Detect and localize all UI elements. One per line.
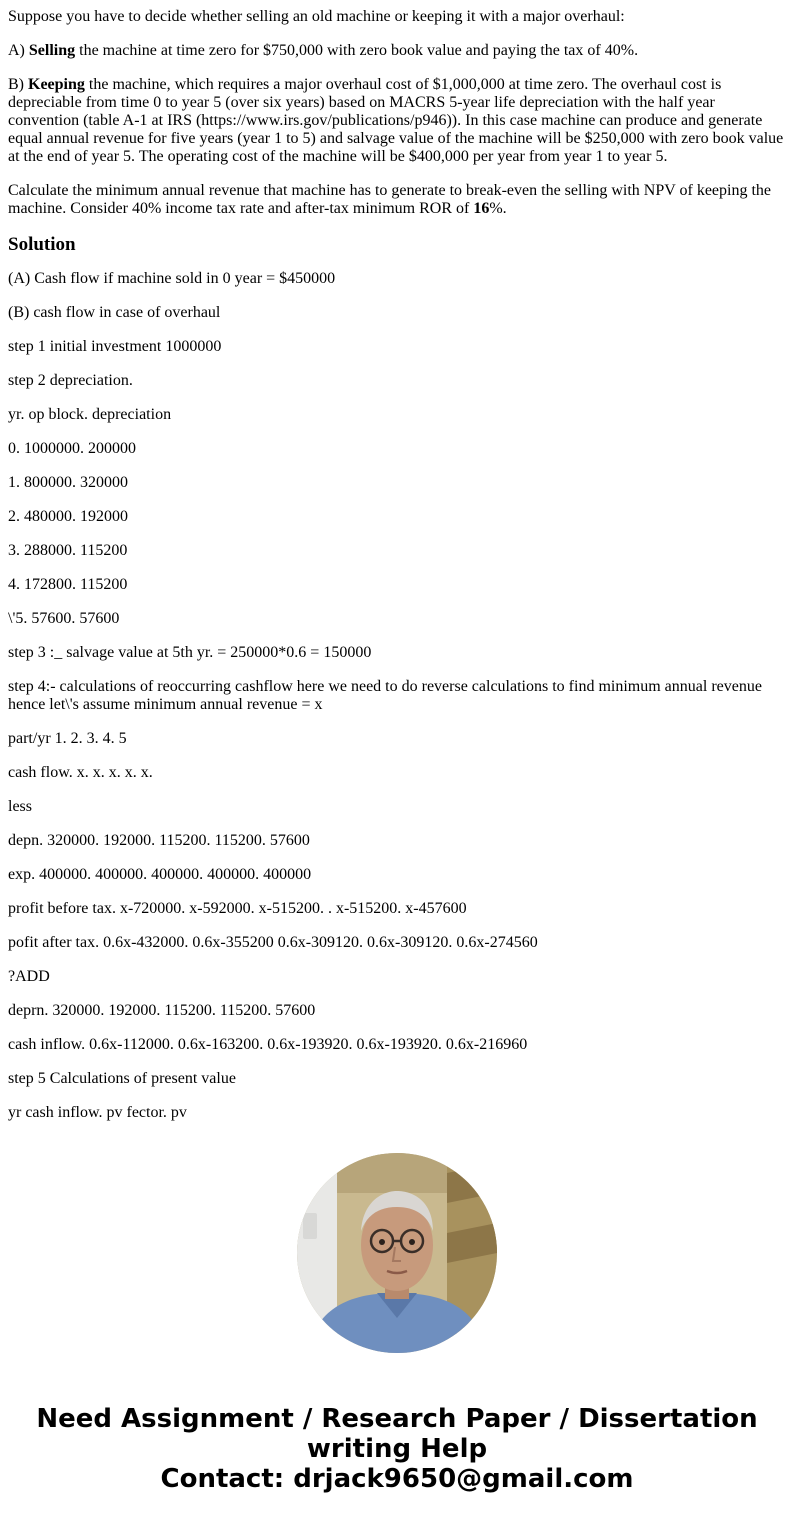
ror-value: 16 [473,200,490,217]
author-portrait [297,1153,497,1353]
option-b [8,76,786,166]
calculate-instruction [8,182,786,218]
solution-line: ?ADD [8,968,50,985]
promo-banner [0,1404,794,1494]
solution-line: depn. 320000. 192000. 115200. 115200. 57600 [8,832,310,849]
option-a-text: the machine at time zero for $750,000 with zero book value and paying the tax of 40%. [75,42,639,59]
option-b-text: the machine, which requires a major overhaul cost of $1,000,000 at time zero. The overhaul cost is depreciable from time 0 to year 5 (over six years) based on MACRS 5-year life depreciation with the half year convention (table A-1 at IRS (https://www.irs.gov/publications/p946)). In this case machine can produce and generate equal annual revenue for five years (year 1 to 5) and salvage value of the machine will be $250,000 with zero book value at the end of year 5. The operating cost of the machine will be $400,000 per year from year 1 to year 5. [8,76,784,165]
solution-line: 1. 800000. 320000 [8,474,128,491]
solution-line: exp. 400000. 400000. 400000. 400000. 400000 [8,866,312,883]
solution-line: 3. 288000. 115200 [8,542,128,559]
solution-line: step 5 Calculations of present value [8,1070,236,1087]
option-b-keyword: Keeping [28,76,85,93]
solution-line: deprn. 320000. 192000. 115200. 115200. 57600 [8,1002,316,1019]
solution-line: yr cash inflow. pv fector. pv [8,1104,187,1121]
document-content [8,0,786,1122]
solution-line: part/yr 1. 2. 3. 4. 5 [8,730,127,747]
option-a [8,42,786,60]
promo-line-1: Need Assignment / Research Paper / Dissertation [36,1404,758,1434]
calculate-text: Calculate the minimum annual revenue that machine has to generate to break-even the selling with NPV of keeping the machine. Consider 40% income tax rate and after-tax minimum ROR of [8,182,772,217]
solution-body [8,270,786,1122]
solution-line: step 4:- calculations of reoccurring cashflow here we need to do reverse calculations to find minimum annual revenue hence let\'s assume minimum annual revenue = x [8,678,762,713]
promo-line-2: writing Help [306,1434,488,1464]
author-avatar [297,1153,497,1353]
option-b-prefix: B) [8,76,28,93]
question-intro: Suppose you have to decide whether selling an old machine or keeping it with a major overhaul: [8,8,625,25]
solution-line: 0. 1000000. 200000 [8,440,136,457]
ror-suffix: %. [489,200,507,217]
solution-line: \'5. 57600. 57600 [8,610,120,627]
solution-line: step 3 :_ salvage value at 5th yr. = 250000*0.6 = 150000 [8,644,372,661]
promo-contact: Contact: drjack9650@gmail.com [160,1464,634,1494]
solution-line: yr. op block. depreciation [8,406,172,423]
solution-line: cash flow. x. x. x. x. x. [8,764,153,781]
solution-line: 2. 480000. 192000 [8,508,128,525]
solution-line: profit before tax. x-720000. x-592000. x-515200. . x-515200. x-457600 [8,900,467,917]
solution-line: (B) cash flow in case of overhaul [8,304,221,321]
option-a-prefix: A) [8,42,29,59]
solution-line: cash inflow. 0.6x-112000. 0.6x-163200. 0.6x-193920. 0.6x-193920. 0.6x-216960 [8,1036,528,1053]
solution-line: pofit after tax. 0.6x-432000. 0.6x-355200 0.6x-309120. 0.6x-309120. 0.6x-274560 [8,934,538,951]
solution-heading: Solution [8,234,76,255]
solution-line: step 1 initial investment 1000000 [8,338,222,355]
option-a-keyword: Selling [28,42,76,59]
solution-line: (A) Cash flow if machine sold in 0 year = $450000 [8,270,336,287]
solution-line: step 2 depreciation. [8,372,133,389]
solution-line: 4. 172800. 115200 [8,576,128,593]
solution-line: less [8,798,32,815]
